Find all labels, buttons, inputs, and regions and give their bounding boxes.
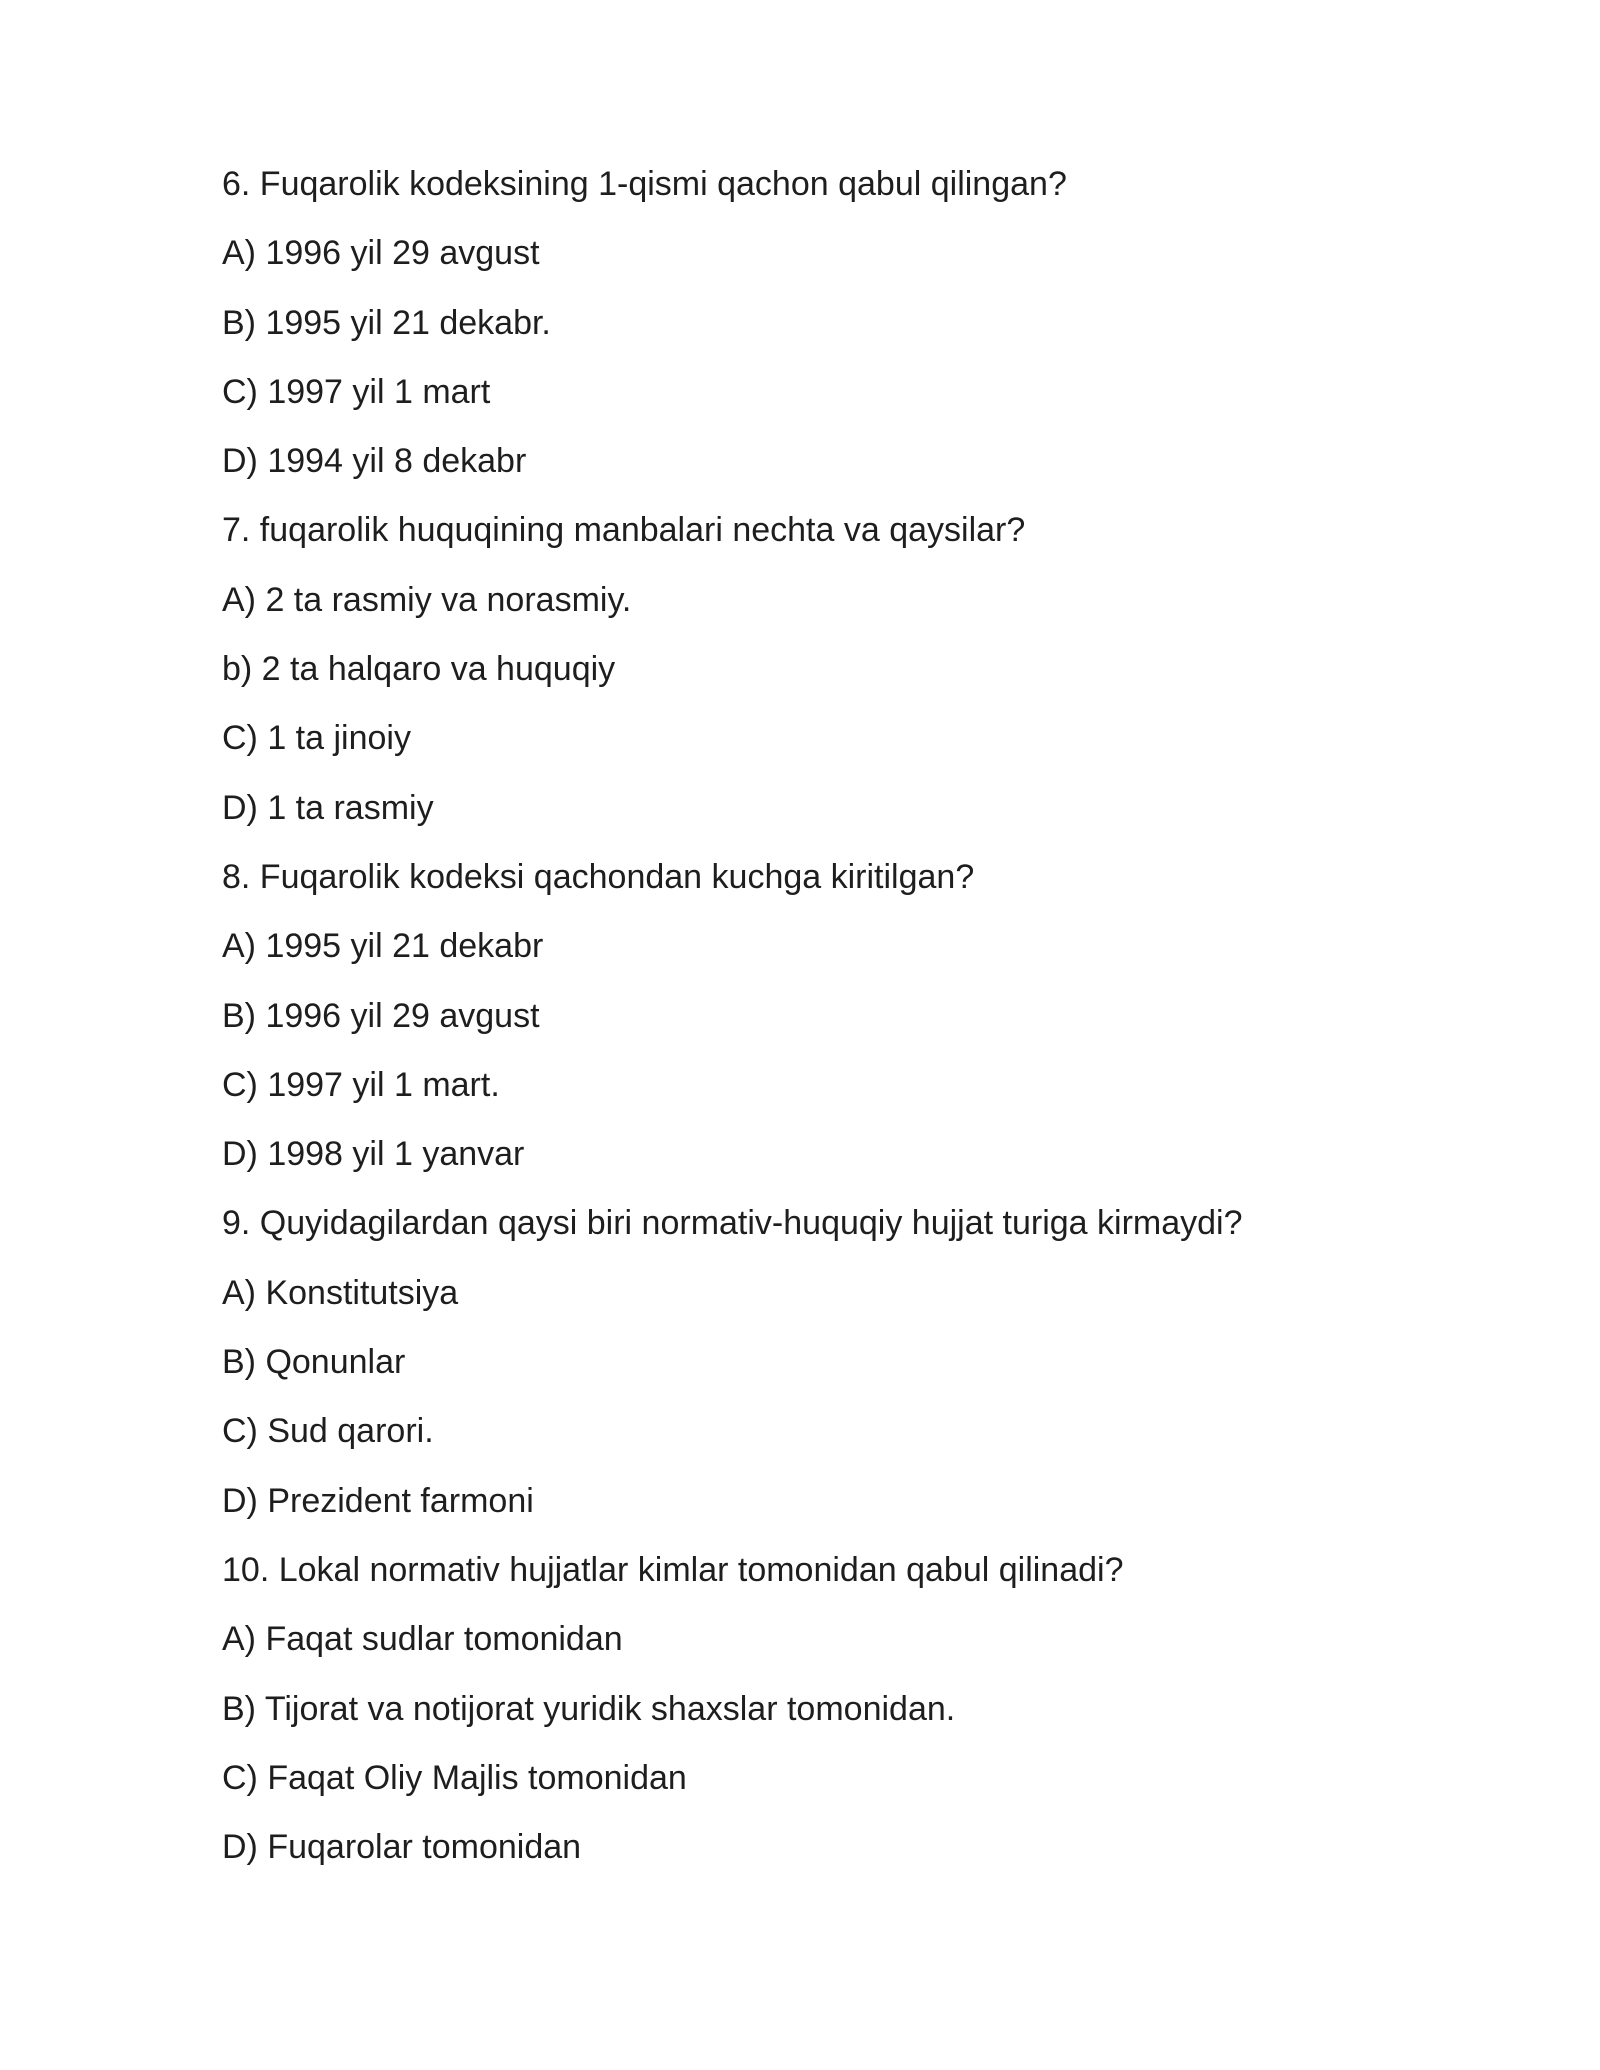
question-7 xyxy=(222,504,1472,850)
option-c: C) Sud qarori. xyxy=(222,1412,434,1451)
option-a: A) Faqat sudlar tomonidan xyxy=(222,1620,623,1659)
question-text: 8. Fuqarolik kodeksi qachondan kuchga kiritilgan? xyxy=(222,857,975,896)
option-b: b) 2 ta halqaro va huquqiy xyxy=(222,650,616,689)
option-d: D) Prezident farmoni xyxy=(222,1481,534,1520)
option-d: D) Fuqarolar tomonidan xyxy=(222,1828,582,1867)
question-10 xyxy=(222,1544,1472,1890)
option-a: A) 1996 yil 29 avgust xyxy=(222,234,540,273)
question-text: 6. Fuqarolik kodeksining 1-qismi qachon qabul qilingan? xyxy=(222,165,1067,203)
option-d: D) 1 ta rasmiy xyxy=(222,788,434,827)
option-b: B) 1996 yil 29 avgust xyxy=(222,996,540,1035)
option-a: A) 1995 yil 21 dekabr xyxy=(222,927,544,966)
question-9 xyxy=(222,1197,1472,1543)
question-text: 10. Lokal normativ hujjatlar kimlar tomonidan qabul qilinadi? xyxy=(222,1550,1124,1589)
option-b: B) Qonunlar xyxy=(222,1343,406,1382)
option-a: A) Konstitutsiya xyxy=(222,1273,459,1312)
option-c: C) Faqat Oliy Majlis tomonidan xyxy=(222,1758,687,1797)
question-6 xyxy=(222,158,1472,504)
option-d: D) 1998 yil 1 yanvar xyxy=(222,1135,525,1174)
question-text: 9. Quyidagilardan qaysi biri normativ-huquqiy hujjat turiga kirmaydi? xyxy=(222,1204,1243,1243)
question-list xyxy=(222,158,1472,1890)
option-c: C) 1 ta jinoiy xyxy=(222,719,411,758)
question-8 xyxy=(222,851,1472,1197)
option-c: C) 1997 yil 1 mart xyxy=(222,372,491,411)
option-b: B) Tijorat va notijorat yuridik shaxslar tomonidan. xyxy=(222,1689,956,1728)
question-text: 7. fuqarolik huquqining manbalari nechta va qaysilar? xyxy=(222,511,1026,550)
option-a: A) 2 ta rasmiy va norasmiy. xyxy=(222,580,632,619)
option-b: B) 1995 yil 21 dekabr. xyxy=(222,303,551,342)
option-c: C) 1997 yil 1 mart. xyxy=(222,1065,500,1104)
option-d: D) 1994 yil 8 dekabr xyxy=(222,442,527,481)
